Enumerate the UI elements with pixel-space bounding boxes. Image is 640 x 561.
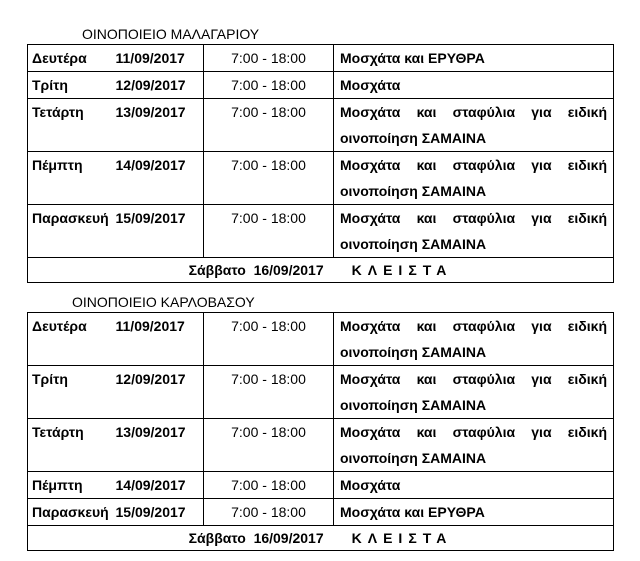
schedule-table (27, 44, 614, 283)
winery-title: ΟΙΝΟΠΟΙΕΙΟ ΜΑΛΑΓΑΡΙΟΥ (82, 26, 260, 42)
day-cell (28, 472, 116, 499)
day-label: Πέμπτη (32, 477, 83, 493)
table-row (28, 205, 614, 258)
time-cell: 7:00 - 18:00 (204, 45, 334, 72)
note-line: οινοποίηση ΣΑΜΑΙΝΑ (340, 397, 487, 413)
closed-date: 16/09/2017 (253, 530, 324, 546)
day-label: Τετάρτη (32, 424, 84, 440)
table-row (28, 366, 614, 419)
date-label: 12/09/2017 (115, 371, 186, 387)
date-label: 15/09/2017 (115, 210, 186, 226)
closed-status: ΚΛΕΙΣΤΑ (351, 530, 453, 546)
date-cell (116, 313, 204, 366)
day-cell (28, 313, 116, 366)
day-cell (28, 499, 116, 526)
closed-cell (28, 258, 614, 283)
note-line: Μοσχάτα (340, 477, 401, 493)
note-line: Μοσχάτα και σταφύλια για ειδική (340, 104, 607, 120)
note-cell (334, 419, 614, 472)
note-cell (334, 366, 614, 419)
table-row (28, 419, 614, 472)
date-cell (116, 205, 204, 258)
schedule-table (27, 312, 614, 551)
date-label: 12/09/2017 (115, 77, 186, 93)
note-cell (334, 205, 614, 258)
closed-row (28, 258, 614, 283)
date-cell (116, 45, 204, 72)
note-line: οινοποίηση ΣΑΜΑΙΝΑ (340, 450, 487, 466)
day-label: Δευτέρα (32, 318, 87, 334)
date-cell (116, 472, 204, 499)
note-line: οινοποίηση ΣΑΜΑΙΝΑ (340, 236, 487, 252)
date-cell (116, 99, 204, 152)
day-cell (28, 99, 116, 152)
time-cell: 7:00 - 18:00 (204, 99, 334, 152)
date-label: 14/09/2017 (115, 157, 186, 173)
winery-title: ΟΙΝΟΠΟΙΕΙΟ ΚΑΡΛΟΒΑΣΟΥ (72, 294, 255, 310)
note-cell (334, 152, 614, 205)
note-line: Μοσχάτα και ΕΡΥΘΡΑ (340, 504, 485, 520)
closed-date: 16/09/2017 (253, 262, 324, 278)
note-cell (334, 313, 614, 366)
note-cell (334, 499, 614, 526)
time-cell: 7:00 - 18:00 (204, 72, 334, 99)
note-line: οινοποίηση ΣΑΜΑΙΝΑ (340, 130, 487, 146)
closed-row (28, 526, 614, 551)
table-row (28, 152, 614, 205)
day-label: Παρασκευή (32, 504, 109, 520)
date-label: 14/09/2017 (115, 477, 186, 493)
day-cell (28, 205, 116, 258)
closed-status: ΚΛΕΙΣΤΑ (351, 262, 453, 278)
day-cell (28, 366, 116, 419)
time-cell: 7:00 - 18:00 (204, 472, 334, 499)
note-line: Μοσχάτα και σταφύλια για ειδική (340, 157, 607, 173)
date-cell (116, 366, 204, 419)
note-line: Μοσχάτα (340, 77, 401, 93)
day-label: Τρίτη (32, 371, 68, 387)
date-cell (116, 72, 204, 99)
date-label: 13/09/2017 (115, 424, 186, 440)
note-line: Μοσχάτα και ΕΡΥΘΡΑ (340, 50, 485, 66)
time-cell: 7:00 - 18:00 (204, 366, 334, 419)
table-row (28, 499, 614, 526)
note-line: Μοσχάτα και σταφύλια για ειδική (340, 371, 607, 387)
day-label: Τρίτη (32, 77, 68, 93)
day-label: Πέμπτη (32, 157, 83, 173)
table-row (28, 313, 614, 366)
date-cell (116, 499, 204, 526)
time-cell: 7:00 - 18:00 (204, 419, 334, 472)
table-row (28, 72, 614, 99)
closed-day: Σάββατο (188, 262, 246, 278)
day-label: Τετάρτη (32, 104, 84, 120)
time-cell: 7:00 - 18:00 (204, 152, 334, 205)
note-line: οινοποίηση ΣΑΜΑΙΝΑ (340, 344, 487, 360)
day-cell (28, 152, 116, 205)
day-cell (28, 72, 116, 99)
date-cell (116, 419, 204, 472)
date-label: 11/09/2017 (115, 50, 185, 66)
closed-cell (28, 526, 614, 551)
note-line: Μοσχάτα και σταφύλια για ειδική (340, 424, 607, 440)
date-label: 13/09/2017 (115, 104, 186, 120)
closed-day: Σάββατο (188, 530, 246, 546)
table-row (28, 472, 614, 499)
note-line: Μοσχάτα και σταφύλια για ειδική (340, 318, 607, 334)
note-line: οινοποίηση ΣΑΜΑΙΝΑ (340, 183, 487, 199)
note-cell (334, 45, 614, 72)
note-line: Μοσχάτα και σταφύλια για ειδική (340, 210, 607, 226)
date-label: 15/09/2017 (115, 504, 186, 520)
table-row (28, 99, 614, 152)
day-cell (28, 45, 116, 72)
day-cell (28, 419, 116, 472)
table-row (28, 45, 614, 72)
note-cell (334, 99, 614, 152)
day-label: Παρασκευή (32, 210, 109, 226)
day-label: Δευτέρα (32, 50, 87, 66)
note-cell (334, 72, 614, 99)
note-cell (334, 472, 614, 499)
time-cell: 7:00 - 18:00 (204, 205, 334, 258)
date-cell (116, 152, 204, 205)
time-cell: 7:00 - 18:00 (204, 313, 334, 366)
time-cell: 7:00 - 18:00 (204, 499, 334, 526)
date-label: 11/09/2017 (115, 318, 185, 334)
